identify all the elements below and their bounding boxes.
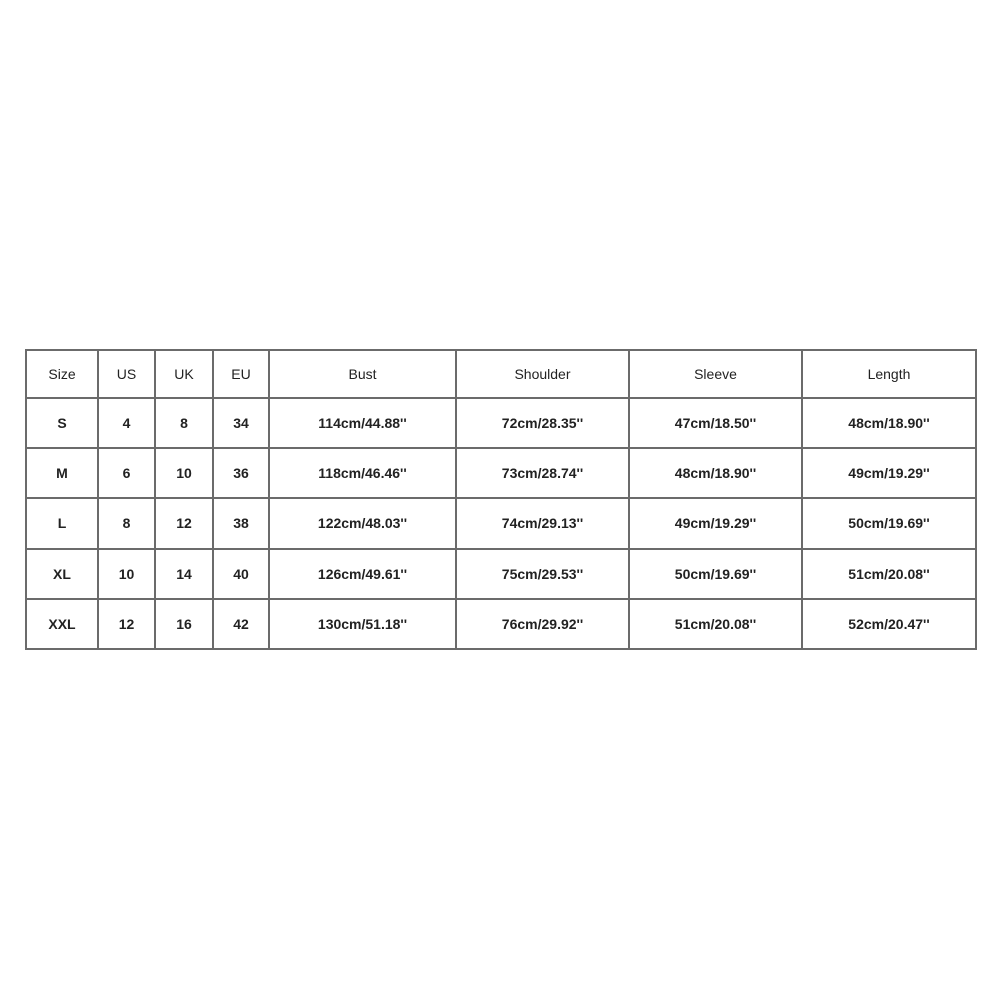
table-row xyxy=(26,549,976,599)
cell-size: S xyxy=(26,398,98,448)
cell-eu: 40 xyxy=(213,549,269,599)
cell-uk: 14 xyxy=(155,549,213,599)
cell-uk: 16 xyxy=(155,599,213,649)
cell-bust: 114cm/44.88'' xyxy=(269,398,456,448)
header-shoulder: Shoulder xyxy=(456,350,629,398)
cell-uk: 12 xyxy=(155,498,213,548)
cell-shoulder: 75cm/29.53'' xyxy=(456,549,629,599)
cell-us: 6 xyxy=(98,448,155,498)
cell-shoulder: 73cm/28.74'' xyxy=(456,448,629,498)
cell-sleeve: 47cm/18.50'' xyxy=(629,398,802,448)
cell-length: 51cm/20.08'' xyxy=(802,549,976,599)
cell-length: 49cm/19.29'' xyxy=(802,448,976,498)
cell-sleeve: 48cm/18.90'' xyxy=(629,448,802,498)
header-length: Length xyxy=(802,350,976,398)
header-bust: Bust xyxy=(269,350,456,398)
cell-length: 48cm/18.90'' xyxy=(802,398,976,448)
cell-us: 8 xyxy=(98,498,155,548)
cell-size: XXL xyxy=(26,599,98,649)
table-row xyxy=(26,599,976,649)
cell-eu: 34 xyxy=(213,398,269,448)
size-chart-table xyxy=(25,349,977,650)
cell-eu: 42 xyxy=(213,599,269,649)
cell-us: 10 xyxy=(98,549,155,599)
cell-length: 50cm/19.69'' xyxy=(802,498,976,548)
cell-sleeve: 51cm/20.08'' xyxy=(629,599,802,649)
cell-us: 4 xyxy=(98,398,155,448)
cell-shoulder: 76cm/29.92'' xyxy=(456,599,629,649)
cell-uk: 8 xyxy=(155,398,213,448)
cell-size: XL xyxy=(26,549,98,599)
cell-size: M xyxy=(26,448,98,498)
cell-size: L xyxy=(26,498,98,548)
cell-length: 52cm/20.47'' xyxy=(802,599,976,649)
table-row xyxy=(26,448,976,498)
header-us: US xyxy=(98,350,155,398)
cell-bust: 118cm/46.46'' xyxy=(269,448,456,498)
header-size: Size xyxy=(26,350,98,398)
header-uk: UK xyxy=(155,350,213,398)
table-row xyxy=(26,498,976,548)
cell-bust: 122cm/48.03'' xyxy=(269,498,456,548)
table-row xyxy=(26,398,976,448)
cell-us: 12 xyxy=(98,599,155,649)
cell-bust: 130cm/51.18'' xyxy=(269,599,456,649)
cell-eu: 38 xyxy=(213,498,269,548)
header-eu: EU xyxy=(213,350,269,398)
cell-sleeve: 50cm/19.69'' xyxy=(629,549,802,599)
table-header-row xyxy=(26,350,976,398)
cell-eu: 36 xyxy=(213,448,269,498)
header-sleeve: Sleeve xyxy=(629,350,802,398)
cell-uk: 10 xyxy=(155,448,213,498)
cell-shoulder: 72cm/28.35'' xyxy=(456,398,629,448)
cell-shoulder: 74cm/29.13'' xyxy=(456,498,629,548)
cell-sleeve: 49cm/19.29'' xyxy=(629,498,802,548)
cell-bust: 126cm/49.61'' xyxy=(269,549,456,599)
